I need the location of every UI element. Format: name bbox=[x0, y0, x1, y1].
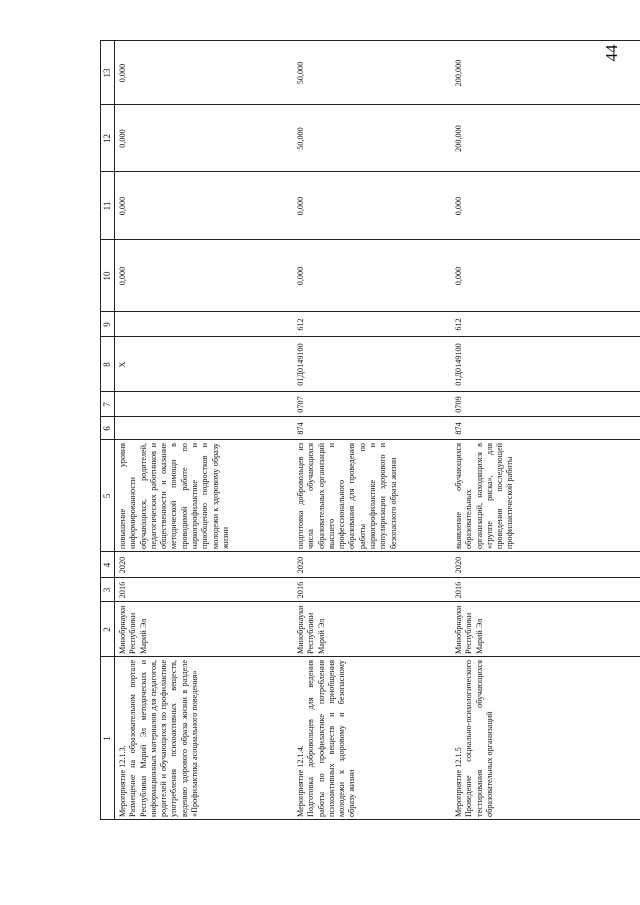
row-csr: X bbox=[118, 361, 127, 368]
col-divider bbox=[100, 239, 640, 240]
header-col-2: 2 bbox=[102, 627, 112, 632]
col-divider bbox=[100, 656, 640, 657]
header-bottom-border bbox=[114, 40, 115, 820]
table-left-border bbox=[100, 819, 640, 820]
row-value-2018: 50,000 bbox=[296, 127, 305, 150]
header-col-6: 6 bbox=[102, 426, 112, 431]
header-col-8: 8 bbox=[102, 362, 112, 367]
row-rzpr: 0709 bbox=[454, 396, 463, 413]
row-value-2019: 0,000 bbox=[118, 63, 127, 83]
row-start-year: 2016 bbox=[296, 581, 305, 599]
row-vr: 612 bbox=[296, 318, 305, 331]
row-grbs: 874 bbox=[454, 422, 463, 435]
row-value-2017: 0,000 bbox=[454, 196, 463, 216]
col-divider bbox=[100, 391, 640, 392]
header-col-5: 5 bbox=[102, 493, 112, 499]
row-end-year: 2020 bbox=[454, 556, 463, 574]
col-divider bbox=[100, 171, 640, 172]
row-name: Мероприятие 12.1.4. Подготовка добровольцев для ведения работы по профилактике потребления психоактивных веществ и приобщения молодежи к здоровому и безопасному образу жизни bbox=[296, 660, 357, 817]
row-rzpr: 0707 bbox=[296, 396, 305, 413]
row-value-2018: 0,000 bbox=[118, 129, 127, 148]
row-start-year: 2016 bbox=[118, 581, 127, 599]
row-value-2017: 0,000 bbox=[118, 196, 127, 216]
page-number: 44 bbox=[602, 44, 621, 62]
row-name: Мероприятие 12.1.5 Проведение социально-психологического тестирования обучающихся образовательных организаций bbox=[454, 660, 494, 817]
row-name: Мероприятие 12.1.3. Размещение на образовательном портале Республики Марий Эл методических и информационных материалов для педагогов, родителей и обучающихся по профилактике употребления психоактивных веществ, ведению здорового образа жизни в разделе «Профилактика асоциального поведения» bbox=[118, 660, 200, 817]
col-divider bbox=[100, 577, 640, 578]
row-executor: Минобрнауки Республики Марий Эл bbox=[118, 605, 148, 654]
row-end-year: 2020 bbox=[296, 556, 305, 574]
row-end-year: 2020 bbox=[118, 556, 127, 574]
col-divider bbox=[100, 439, 640, 440]
header-col-11: 11 bbox=[102, 201, 112, 211]
header-col-7: 7 bbox=[102, 402, 112, 407]
row-value-2018: 200,000 bbox=[454, 125, 463, 152]
row-result: повышение уровня информированности обучающихся, родителей, педагогических работников и общественности и оказание методической помощи в проводимой работе по наркопрофилактике и приобщению подростков и молодежи к здоровому образу жизни bbox=[118, 443, 230, 549]
row-vr: 612 bbox=[454, 318, 463, 331]
row-start-year: 2016 bbox=[454, 581, 463, 599]
row-grbs: 874 bbox=[296, 422, 305, 435]
row-value-2016: 0,000 bbox=[118, 266, 127, 286]
row-value-2019: 50,000 bbox=[296, 61, 305, 85]
col-divider bbox=[100, 601, 640, 602]
header-col-4: 4 bbox=[102, 562, 112, 568]
col-divider bbox=[100, 104, 640, 105]
col-divider bbox=[100, 311, 640, 312]
header-col-9: 9 bbox=[102, 322, 112, 327]
header-col-10: 10 bbox=[102, 271, 112, 281]
row-value-2016: 0,000 bbox=[454, 266, 463, 286]
row-csr: 01Д0149100 bbox=[454, 343, 463, 386]
table-right-border bbox=[100, 40, 640, 41]
row-value-2017: 0,000 bbox=[296, 196, 305, 216]
col-divider bbox=[100, 551, 640, 552]
row-value-2016: 0,000 bbox=[296, 266, 305, 286]
col-divider bbox=[100, 416, 640, 417]
row-executor: Минобрнауки Республики Марий Эл bbox=[454, 605, 484, 654]
row-result: подготовка добровольцев из числа обучающихся образовательных организаций высшего и профессионального образования для проведения работы по наркопрофилактике и популяризации здорового и безопасного образа жизни bbox=[296, 443, 398, 549]
row-result: выявление обучающихся образовательных организаций, находящихся в «группе риска», для проведения последующей профилактической работы bbox=[454, 443, 515, 549]
row-value-2019: 200,000 bbox=[454, 59, 463, 87]
header-col-3: 3 bbox=[102, 587, 112, 593]
row-executor: Минобрнауки Республики Марий Эл bbox=[296, 605, 326, 654]
program-table bbox=[100, 40, 640, 820]
row-csr: 01Д0149100 bbox=[296, 343, 305, 386]
header-col-13: 13 bbox=[102, 68, 112, 78]
col-divider bbox=[100, 336, 640, 337]
header-col-12: 12 bbox=[102, 134, 112, 143]
header-col-1: 1 bbox=[102, 736, 112, 741]
